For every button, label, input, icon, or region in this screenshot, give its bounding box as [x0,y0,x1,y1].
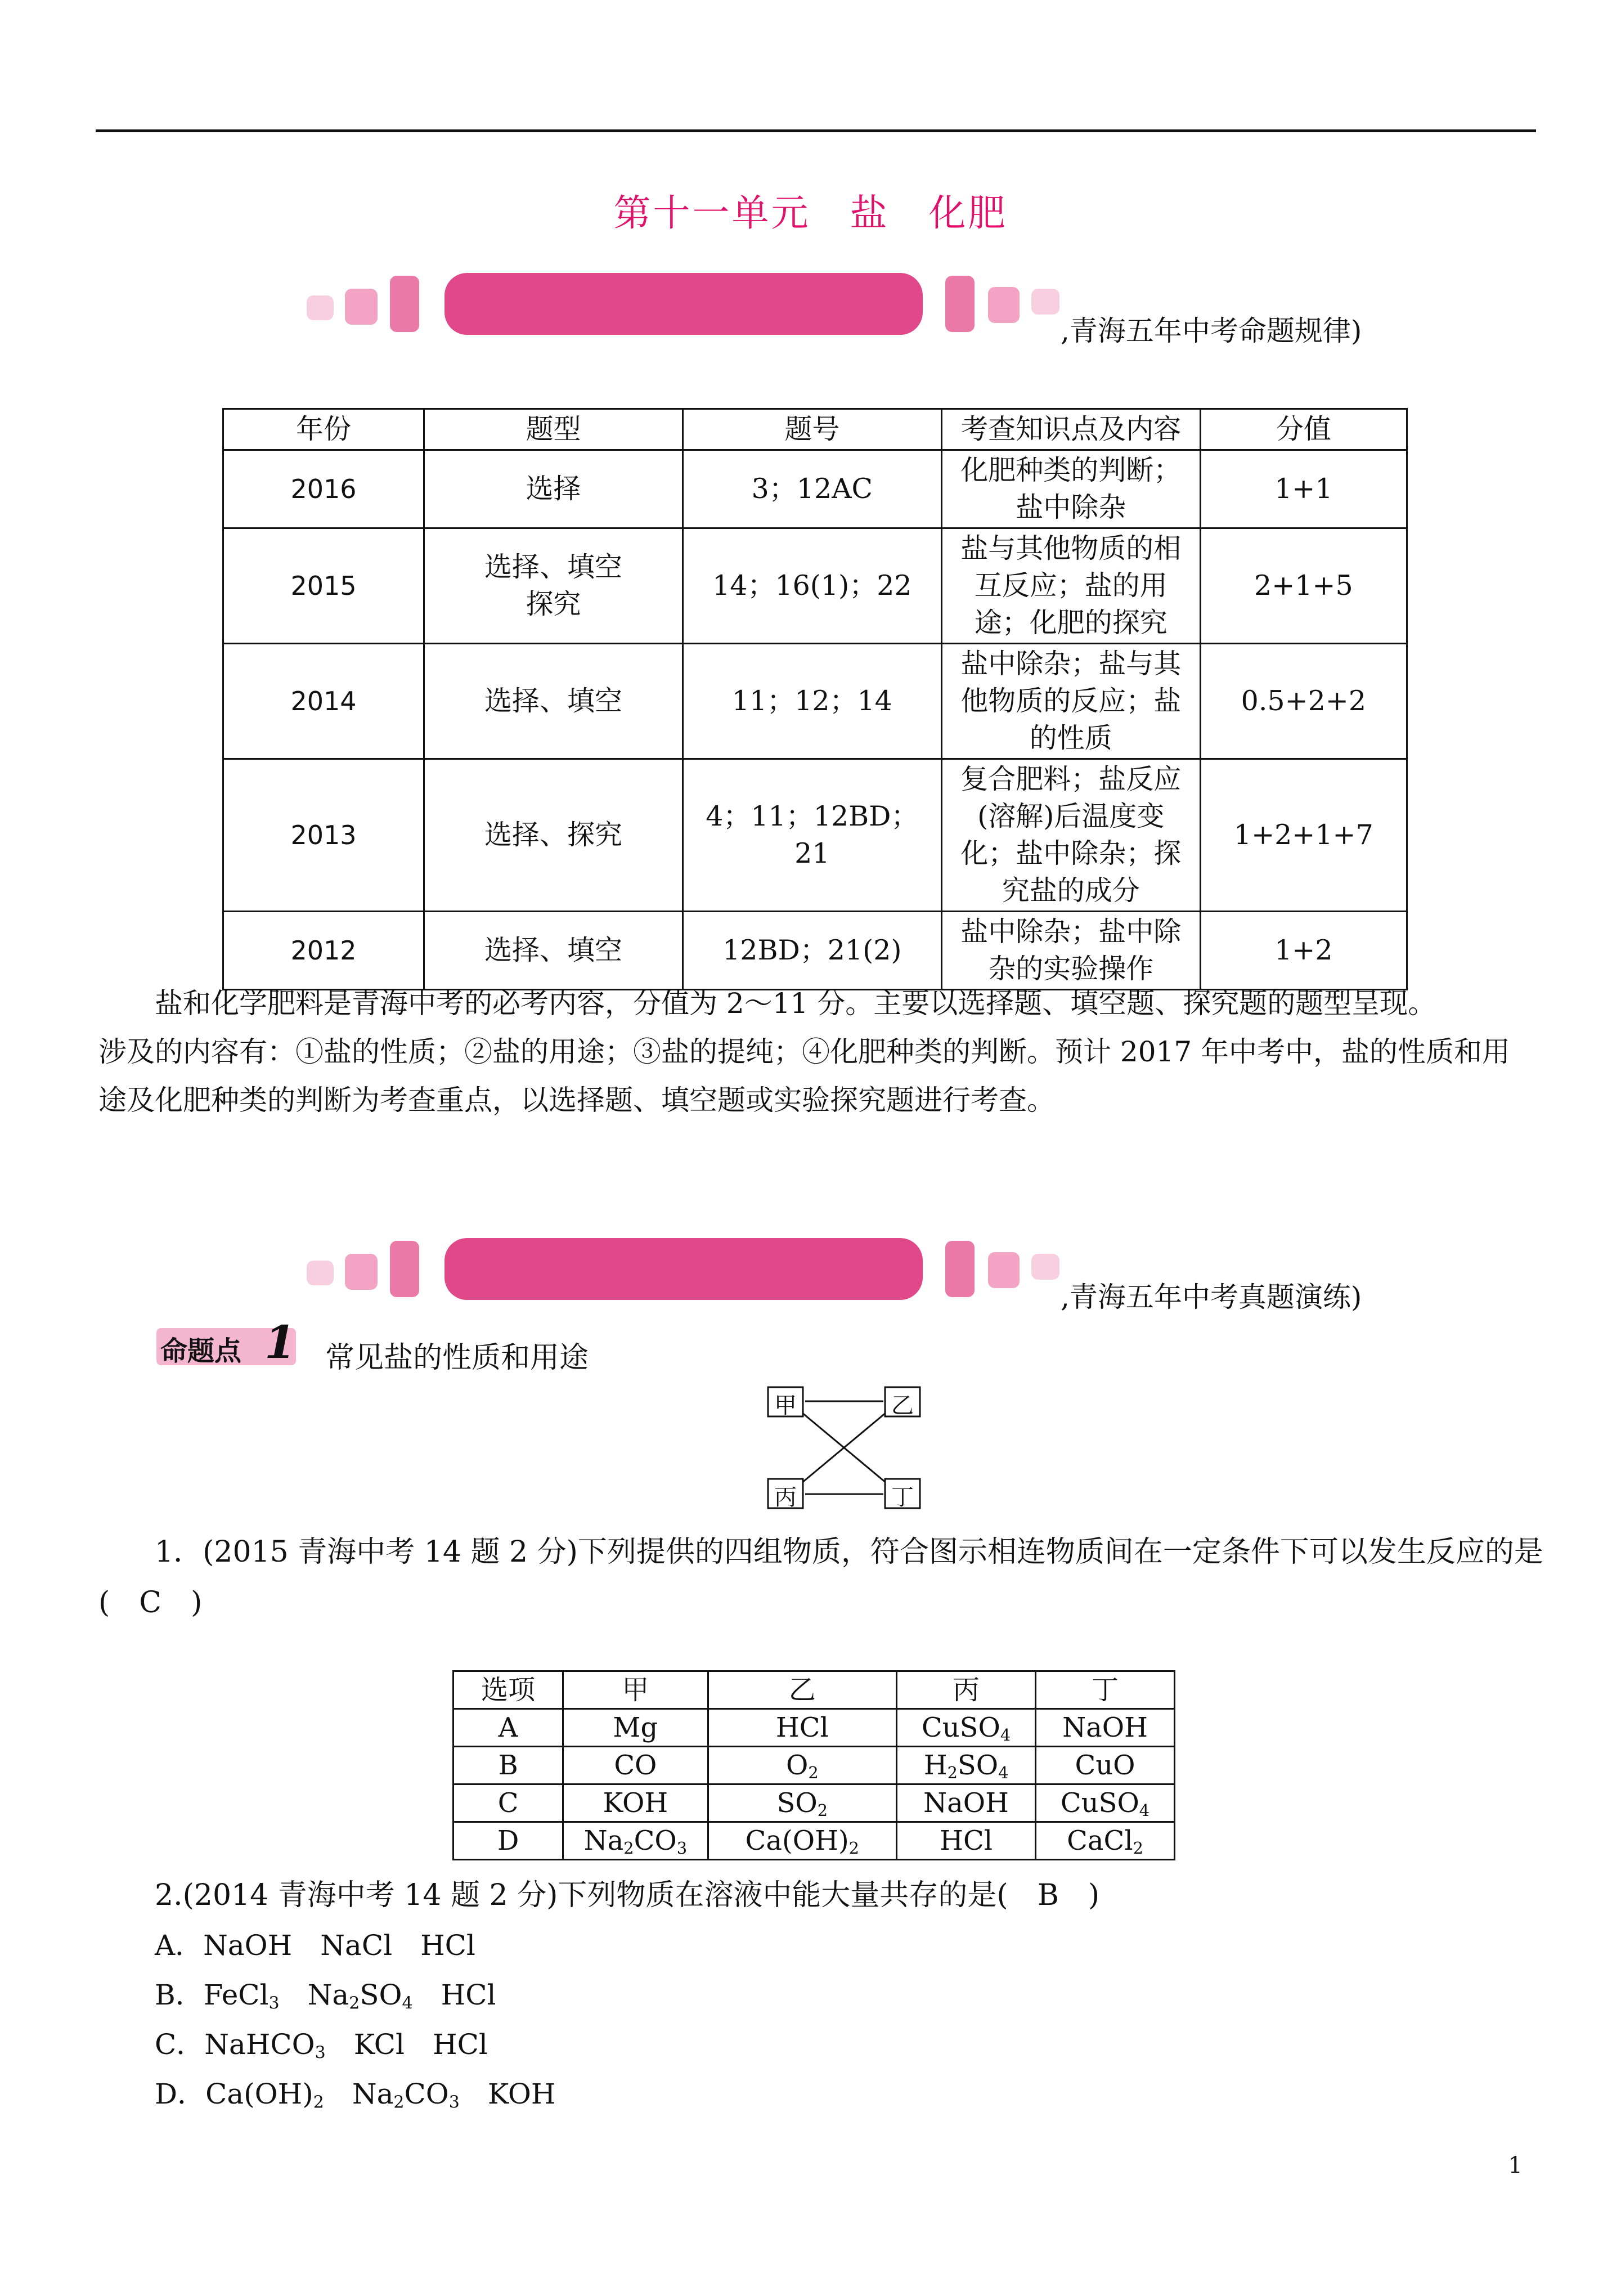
summary-paragraph [98,979,1539,1124]
type-cell: 选择、填空 [424,912,683,990]
option-cell: NaOH [1036,1709,1175,1747]
question-1-answer: ( C ) [98,1586,203,1620]
option-cell: $SO_2$ [708,1784,897,1822]
type-cell [424,528,683,644]
summary-line: 途及化肥种类的判断为考查重点，以选择题、填空题或实验探究题进行考查。 [98,1084,1055,1116]
option-letter: A [453,1709,563,1747]
page-title: 第十一单元 盐 化肥 [613,191,1008,235]
option-cell: CuSO$_4$ [897,1709,1036,1747]
diagram-node-jia: 甲 [774,1393,797,1419]
table-row [223,644,1407,759]
diagram-node-yi: 乙 [891,1393,914,1419]
header-cell: 甲 [563,1671,708,1709]
year-cell: 2015 [223,528,424,644]
type-line: 探究 [526,588,581,620]
topics-cell [941,912,1200,990]
option-cell: CaCl$_2$ [1036,1822,1175,1860]
topic-line: 化；盐中除杂；探 [960,837,1182,869]
table-row [453,1784,1175,1822]
option-cell: CuO [1036,1747,1175,1784]
topic-line: 盐中除杂；盐中除 [960,916,1182,948]
year-cell: 2014 [223,644,424,759]
table-header-row [453,1671,1175,1709]
header-cell: 分值 [1200,409,1407,450]
table-row [223,450,1407,528]
diagram-node-ding: 丁 [891,1485,914,1510]
header-cell: 题号 [682,409,941,450]
options-table [452,1670,1175,1860]
nums-cell: 14；16(1)；22 [682,528,941,644]
header-cell: 考查知识点及内容 [941,409,1200,450]
option-cell: $Ca(OH)_2$ [708,1822,897,1860]
topics-cell [941,644,1200,759]
year-cell: 2012 [223,912,424,990]
topic-line: 他物质的反应；盐 [960,685,1182,717]
score-cell: 1+1 [1200,450,1407,528]
option-cell: HCl [708,1709,897,1747]
option-cell: $O_2$ [708,1747,897,1784]
topic-line: 复合肥料；盐反应 [960,763,1182,795]
year-cell: 2016 [223,450,424,528]
option-cell: HCl [897,1822,1036,1860]
topics-cell [941,450,1200,528]
table-row [223,528,1407,644]
option-cell: $Na_2CO_3$ [563,1822,708,1860]
topic-line: 的性质 [1029,722,1112,754]
header-cell: 题型 [424,409,683,450]
question-2-option-c: C．NaHCO$_3$ KCl HCl [155,2028,488,2063]
option-letter: D [453,1822,563,1860]
score-cell: 1+2+1+7 [1200,759,1407,912]
header-cell: 乙 [708,1671,897,1709]
diagram-node-bing: 丙 [774,1485,797,1510]
option-letter: C [453,1784,563,1822]
table-row [453,1709,1175,1747]
option-cell: $H_2SO_4$ [897,1747,1036,1784]
question-2-option-b: B．FeCl$_3$ $Na_2SO_4$ HCl [155,1979,496,2014]
top-rule [96,129,1536,132]
score-cell: 2+1+5 [1200,528,1407,644]
exam-stats-table [222,408,1408,990]
table-row [223,912,1407,990]
question-2-option-a: A．NaOH NaCl HCl [155,1929,475,1962]
question-2-option-d: D．$Ca(OH)_2$ $Na_2CO_3$ KOH [155,2078,556,2113]
summary-line: 盐和化学肥料是青海中考的必考内容，分值为 2～11 分。主要以选择题、填空题、探究题的题型呈现。 [98,987,1436,1020]
table-row [453,1747,1175,1784]
header-cell: 年份 [223,409,424,450]
header-cell: 选项 [453,1671,563,1709]
score-cell: 0.5+2+2 [1200,644,1407,759]
question-2-stem: 2.(2014 青海中考 14 题 2 分)下列物质在溶液中能大量共存的是( B ) [155,1878,1100,1912]
topic-line: 究盐的成分 [1002,875,1140,907]
topic-tag-label: 命题点 [160,1335,242,1367]
table-header-row [223,409,1407,450]
section-caption-1: ,青海五年中考命题规律) [1061,315,1362,347]
year-cell: 2013 [223,759,424,912]
topic-line: 互反应；盐的用 [974,569,1168,602]
section-banner-2 [0,1238,1621,1300]
option-letter: B [453,1747,563,1784]
topic-line: 杂的实验操作 [988,953,1154,985]
topics-cell [941,528,1200,644]
type-cell: 选择、填空 [424,644,683,759]
question-1-stem: 1．(2015 青海中考 14 题 2 分)下列提供的四组物质，符合图示相连物质间在一定条件下可以发生反应的是 [155,1535,1543,1569]
option-cell: Mg [563,1709,708,1747]
option-cell: KOH [563,1784,708,1822]
topic-line: 途；化肥的探究 [974,607,1168,639]
summary-line: 涉及的内容有：①盐的性质；②盐的用途；③盐的提纯；④化肥种类的判断。预计 2017 年中考中，盐的性质和用 [98,1035,1511,1068]
topic-tag-number: 1 [264,1316,296,1369]
type-line: 选择、填空 [484,551,622,583]
option-cell: NaOH [897,1784,1036,1822]
table-row [453,1822,1175,1860]
topic-line: 化肥种类的判断； [960,454,1182,486]
table-row [223,759,1407,912]
topic-title: 常见盐的性质和用途 [325,1341,589,1375]
topic-line: 盐与其他物质的相 [960,532,1182,564]
option-cell: CO [563,1747,708,1784]
nums-cell: 3；12AC [682,450,941,528]
type-cell: 选择 [424,450,683,528]
topic-line: 盐中除杂 [1016,491,1126,523]
nums-cell: 11；12；14 [682,644,941,759]
header-cell: 丙 [897,1671,1036,1709]
topic-line: (溶解)后温度变 [977,800,1165,832]
topic-line: 盐中除杂；盐与其 [960,648,1182,680]
header-cell: 丁 [1036,1671,1175,1709]
topics-cell [941,759,1200,912]
nums-cell: 12BD；21(2) [682,912,941,990]
score-cell: 1+2 [1200,912,1407,990]
type-cell: 选择、探究 [424,759,683,912]
page-number: 1 [1508,2152,1523,2178]
section-caption-2: ,青海五年中考真题演练) [1061,1281,1362,1313]
nums-cell: 4；11；12BD；21 [682,759,941,912]
option-cell: CuSO$_4$ [1036,1784,1175,1822]
section-banner-1 [0,273,1621,335]
